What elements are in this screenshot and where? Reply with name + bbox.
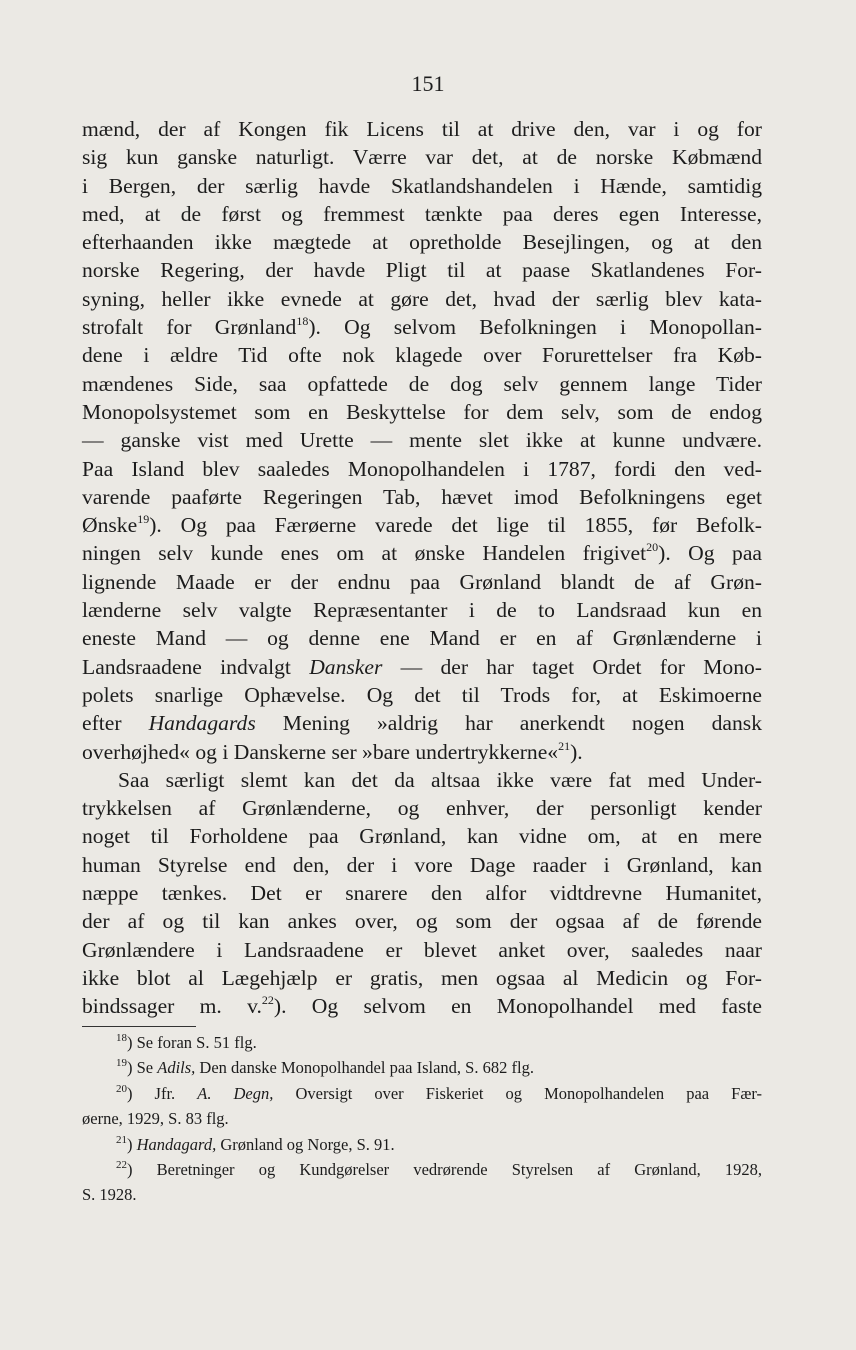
italic-name: Handagards bbox=[148, 711, 256, 736]
footnotes bbox=[82, 1030, 762, 1208]
text-line: lænderne selv valgte Repræsentanter i de to Landsraad kun en bbox=[82, 598, 762, 623]
body-text bbox=[82, 115, 762, 1021]
text-line: næppe tænkes. Det er snarere den alfor vidtdrevne Humanitet, bbox=[82, 881, 762, 906]
text-line: syning, heller ikke evnede at gøre det, hvad der særlig blev kata- bbox=[82, 286, 762, 311]
footnote-ref-22: 22 bbox=[261, 993, 274, 1008]
text-line: Paa Island blev saaledes Monopolhandelen i 1787, fordi den ved- bbox=[82, 456, 762, 481]
footnote-20: $^{20}$) Jfr. A. Degn, Oversigt over Fiskeriet og Monopolhandelen paa Fær- bbox=[116, 1082, 762, 1103]
text-line: bindssager m. v.$^{22}$). Og selvom en Monopolhandel med faste bbox=[82, 993, 763, 1019]
footnote-20-continuation: øerne, 1929, S. 83 flg. bbox=[82, 1109, 229, 1129]
footnote-ref-21: 21 bbox=[558, 738, 571, 753]
text-line: eneste Mand — og denne ene Mand er en af Grønlænderne i bbox=[82, 626, 762, 651]
page-number: 151 bbox=[411, 71, 445, 96]
footnote-ref-20: 20 bbox=[646, 540, 659, 555]
text-line: varende paaførte Regeringen Tab, hævet imod Befolkningens eget bbox=[82, 484, 762, 509]
footnote-19: $^{19}$) Se Adils, Den danske Monopolhandel paa Island, S. 682 flg. bbox=[116, 1057, 534, 1078]
text-line: lignende Maade er der endnu paa Grønland blandt de af Grøn- bbox=[82, 569, 762, 594]
text-line: Ønske$^{19}$). Og paa Færøerne varede det lige til 1855, før Befolk- bbox=[82, 512, 762, 538]
footnote-ref-18: 18 bbox=[296, 314, 309, 329]
text-line: mændenes Side, saa opfattede de dog selv gennem lange Tider bbox=[82, 371, 762, 396]
footnote-18: $^{18}$) Se foran S. 51 flg. bbox=[116, 1032, 257, 1052]
footnote-divider bbox=[82, 1026, 196, 1027]
text-line: ningen selv kunde enes om at ønske Handelen frigivet$^{20}$). Og paa bbox=[82, 540, 762, 566]
text-line: efter Handagards Mening »aldrig har anerkendt nogen dansk bbox=[82, 711, 762, 736]
text-line: overhøjhed« og i Danskerne ser »bare undertrykkerne«$^{21}$). bbox=[82, 738, 583, 764]
text-line: med, at de først og fremmest tænkte paa deres egen Interesse, bbox=[82, 201, 762, 226]
text-line: Monopolsystemet som en Beskyttelse for dem selv, som de endog bbox=[82, 399, 762, 424]
footnote-22: $^{22}$) Beretninger og Kundgørelser vedrørende Styrelsen af Grønland, 1928, bbox=[116, 1158, 762, 1179]
text-line: Saa særligt slemt kan det da altsaa ikke være fat med Under- bbox=[118, 767, 762, 792]
text-line: Landsraadene indvalgt Dansker — der har taget Ordet for Mono- bbox=[82, 654, 762, 679]
text-line: strofalt for Grønland$^{18}$). Og selvom Befolkningen i Monopollan- bbox=[82, 314, 762, 340]
footnote-21: $^{21}$) Handagard, Grønland og Norge, S. 91. bbox=[116, 1133, 395, 1154]
text-line: dene i ældre Tid ofte nok klagede over Forurettelser fra Køb- bbox=[82, 343, 762, 368]
text-line: norske Regering, der havde Pligt til at paase Skatlandenes For- bbox=[82, 258, 762, 283]
text-line: mænd, der af Kongen fik Licens til at drive den, var i og for bbox=[82, 117, 762, 141]
text-line: trykkelsen af Grønlænderne, og enhver, der personligt kender bbox=[82, 796, 762, 821]
text-line: polets snarlige Ophævelse. Og det til Trods for, at Eskimoerne bbox=[82, 682, 762, 707]
italic-name: Dansker bbox=[309, 654, 383, 679]
text-line: human Styrelse end den, der i vore Dage raader i Grønland, kan bbox=[82, 852, 762, 877]
text-line: efterhaanden ikke mægtede at opretholde Besejlingen, og at den bbox=[82, 230, 762, 255]
text-line: ikke blot al Lægehjælp er gratis, men ogsaa al Medicin og For- bbox=[82, 965, 762, 990]
text-line: Grønlændere i Landsraadene er blevet anket over, saaledes naar bbox=[82, 937, 762, 962]
footnote-22-continuation: S. 1928. bbox=[82, 1185, 137, 1205]
text-line: noget til Forholdene paa Grønland, kan vidne om, at en mere bbox=[82, 824, 762, 849]
text-line: i Bergen, der særlig havde Skatlandshandelen i Hænde, samtidig bbox=[82, 173, 762, 198]
footnote-ref-19: 19 bbox=[137, 512, 150, 527]
text-line: sig kun ganske naturligt. Værre var det, at de norske Købmænd bbox=[82, 145, 762, 170]
text-line: der af og til kan ankes over, og som der ogsaa af de førende bbox=[82, 909, 762, 934]
text-line: — ganske vist med Urette — mente slet ikke at kunne undvære. bbox=[82, 428, 762, 453]
